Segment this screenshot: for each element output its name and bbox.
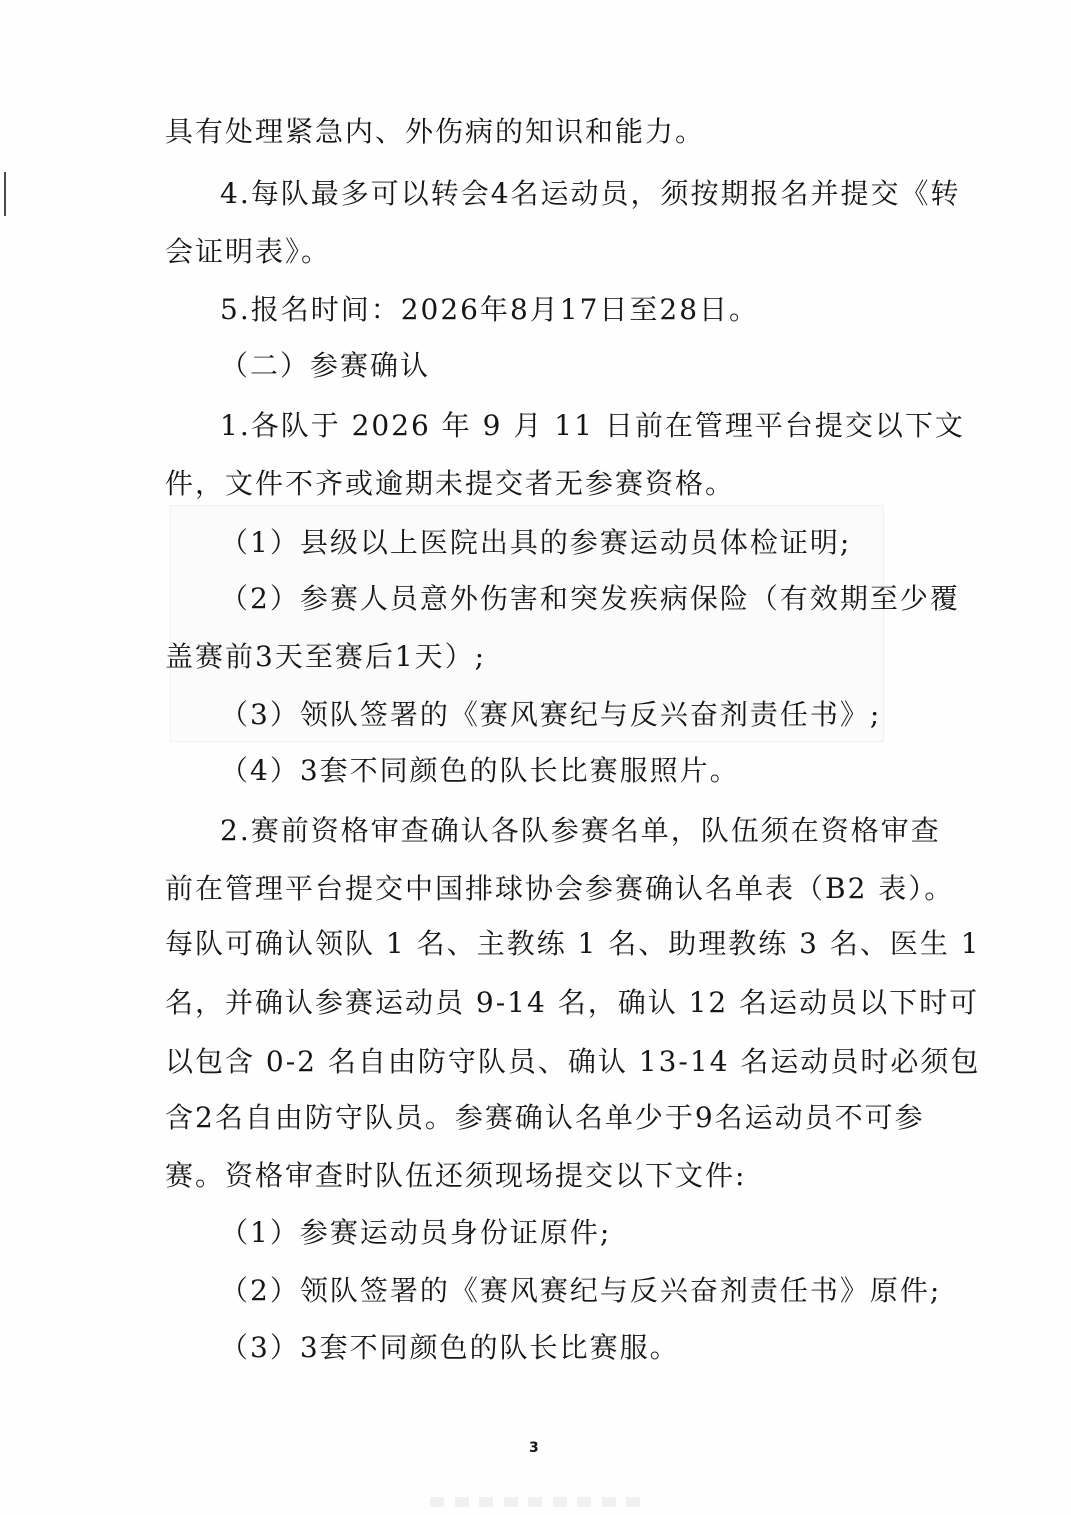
text-line-2: 4.每队最多可以转会4名运动员，须按期报名并提交《转 xyxy=(220,177,961,210)
text-line-21: （2）领队签署的《赛风赛纪与反兴奋剂责任书》原件; xyxy=(220,1274,942,1307)
text-line-6: 1.各队于 2026 年 9 月 11 日前在管理平台提交以下文 xyxy=(220,409,965,442)
page-number: 3 xyxy=(529,1440,539,1456)
text-line-1: 具有处理紧急内、外伤病的知识和能力。 xyxy=(165,115,706,148)
text-line-3: 会证明表》。 xyxy=(165,235,332,268)
text-line-19: 赛。资格审查时队伍还须现场提交以下文件: xyxy=(165,1159,747,1192)
text-line-14: 前在管理平台提交中国排球协会参赛确认名单表（B2 表）。 xyxy=(165,872,955,905)
text-line-10: 盖赛前3天至赛后1天）; xyxy=(165,640,487,673)
scan-margin-mark xyxy=(4,172,6,216)
text-line-15: 每队可确认领队 1 名、主教练 1 名、助理教练 3 名、医生 1 xyxy=(165,927,981,960)
section-heading: （二）参赛确认 xyxy=(220,349,431,382)
text-line-11: （3）领队签署的《赛风赛纪与反兴奋剂责任书》; xyxy=(220,698,882,731)
text-line-13: 2.赛前资格审查确认各队参赛名单，队伍须在资格审查 xyxy=(220,814,941,847)
scan-bottom-marks xyxy=(430,1497,640,1507)
text-line-22: （3）3套不同颜色的队长比赛服。 xyxy=(220,1331,680,1364)
text-line-8: （1）县级以上医院出具的参赛运动员体检证明; xyxy=(220,526,852,559)
text-line-20: （1）参赛运动员身份证原件; xyxy=(220,1216,612,1249)
text-line-9: （2）参赛人员意外伤害和突发疾病保险（有效期至少覆 xyxy=(220,582,960,615)
text-line-16: 名，并确认参赛运动员 9-14 名，确认 12 名运动员以下时可 xyxy=(165,986,980,1019)
text-line-17: 以包含 0-2 名自由防守队员、确认 13-14 名运动员时必须包 xyxy=(165,1045,981,1078)
text-line-4: 5.报名时间：2026年8月17日至28日。 xyxy=(220,293,760,326)
text-line-18: 含2名自由防守队员。参赛确认名单少于9名运动员不可参 xyxy=(165,1101,925,1134)
text-line-7: 件，文件不齐或逾期未提交者无参赛资格。 xyxy=(165,467,736,500)
text-line-12: （4）3套不同颜色的队长比赛服照片。 xyxy=(220,754,740,787)
